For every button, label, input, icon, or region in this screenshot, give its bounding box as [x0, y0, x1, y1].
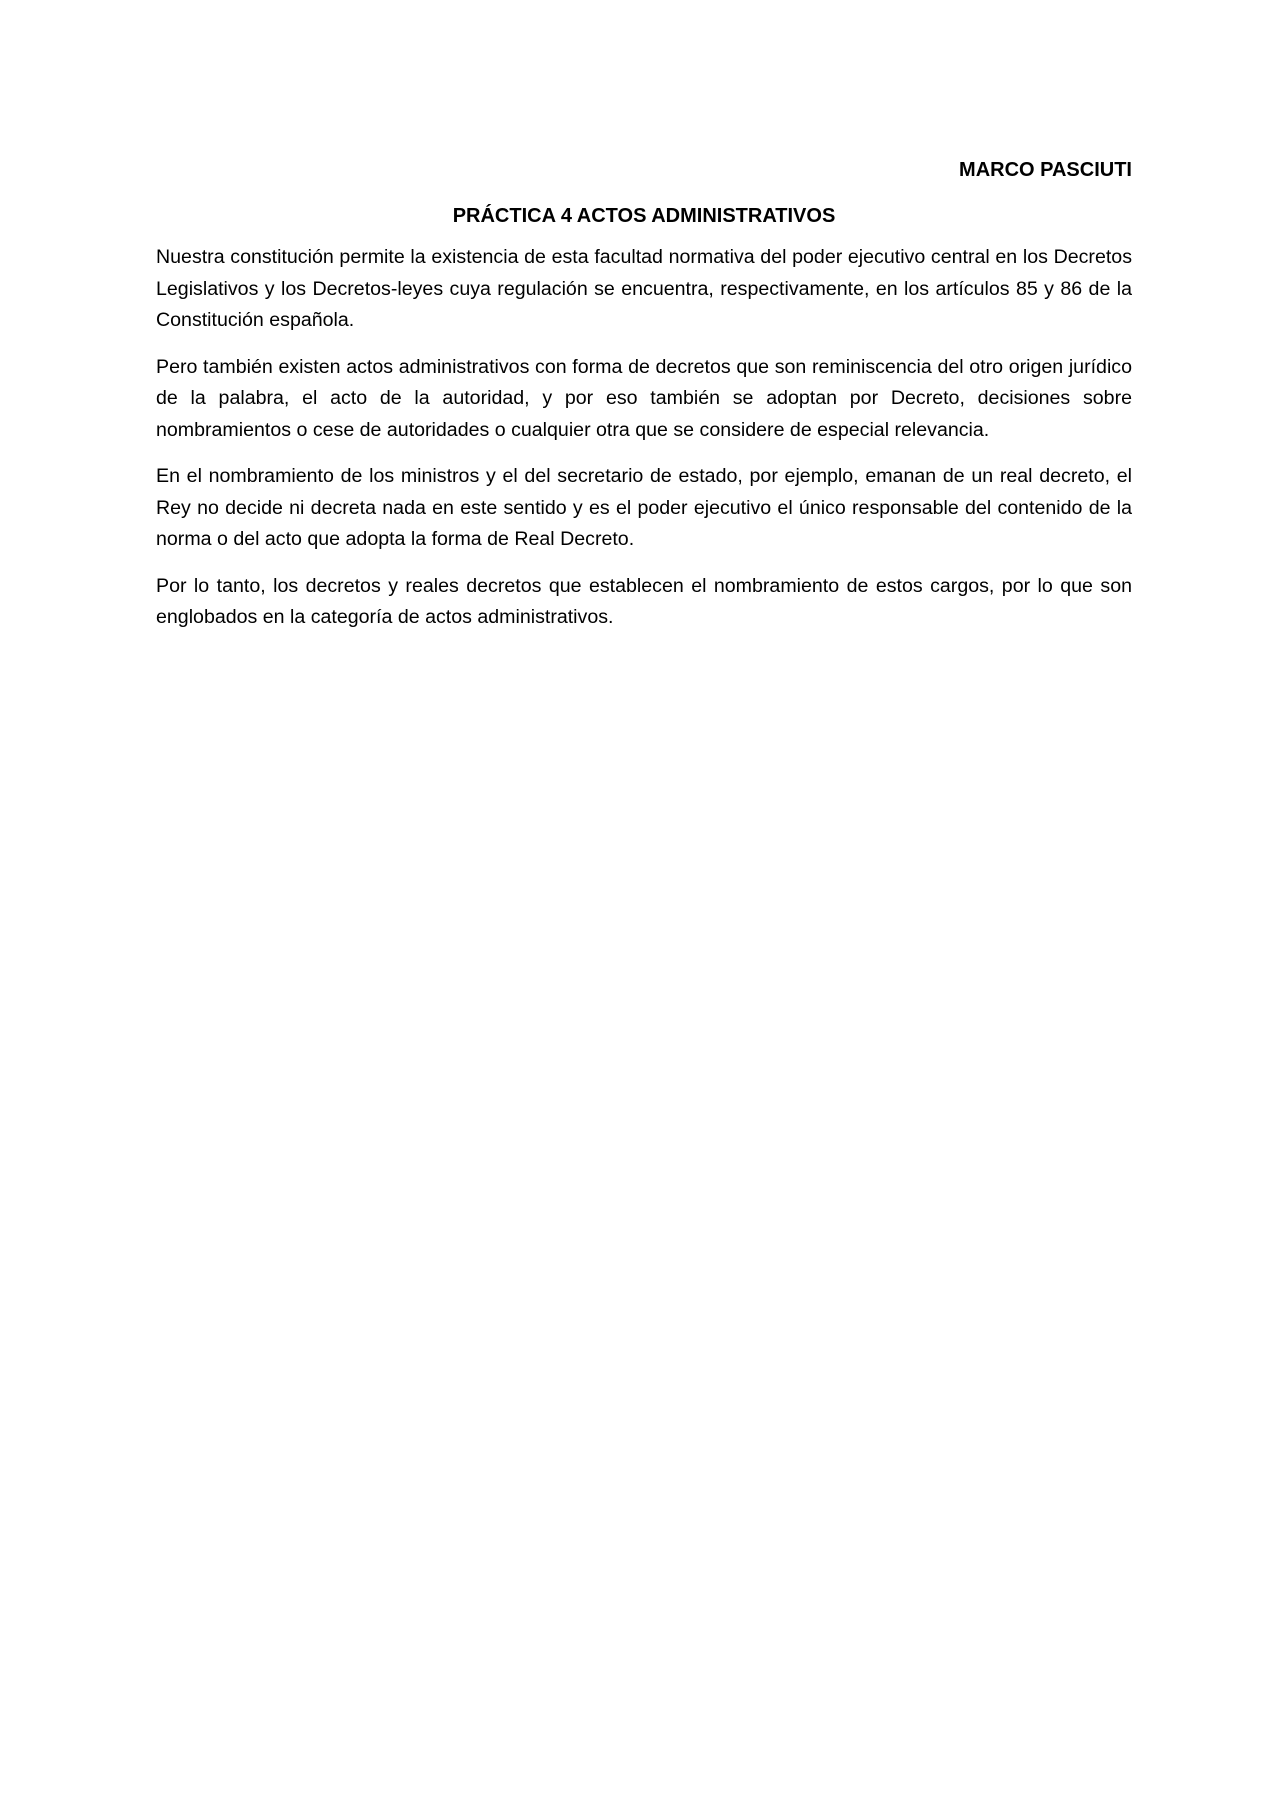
paragraph-1: Nuestra constitución permite la existencia de esta facultad normativa del poder ejecutivo central en los Decretos Legislativos y los Decretos-leyes cuya regulación se encuentra, respectivamente, en los artículos 85 y 86 de la Constitución española.: [156, 246, 1132, 331]
paragraph-3: En el nombramiento de los ministros y el del secretario de estado, por ejemplo, emanan de un real decreto, el Rey no decide ni decreta nada en este sentido y es el poder ejecutivo el único responsable del contenido de la norma o del acto que adopta la forma de Real Decreto.: [156, 465, 1132, 550]
document-page: [156, 150, 1132, 649]
paragraph-2: Pero también existen actos administrativos con forma de decretos que son reminiscencia del otro origen jurídico de la palabra, el acto de la autoridad, y por eso también se adoptan por Decreto, decisiones sobre nombramientos o cese de autoridades o cualquier otra que se considere de especial relevancia.: [156, 355, 1132, 441]
paragraph-4: Por lo tanto, los decretos y reales decretos que establecen el nombramiento de estos cargos, por lo que son englobados en la categoría de actos administrativos.: [156, 574, 1132, 628]
document-title: PRÁCTICA 4 ACTOS ADMINISTRATIVOS: [452, 205, 836, 227]
author-name: MARCO PASCIUTI: [959, 159, 1132, 181]
